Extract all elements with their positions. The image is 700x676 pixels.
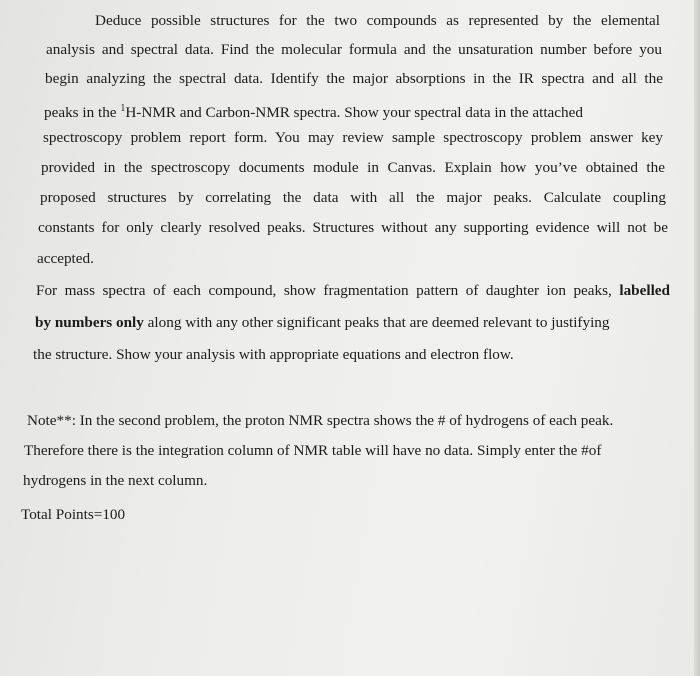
note-line-2: Therefore there is the integration column of NMR table will have no data. Simply enter the #of (24, 442, 602, 459)
p2-line-2 (35, 313, 671, 333)
p2-line-1-bold: labelled (619, 282, 670, 299)
p1-line-3: begin analyzing the spectral data. Identify the major absorptions in the IR spectra and all the (45, 70, 663, 87)
p1-line-5: spectroscopy problem report form. You may review sample spectroscopy problem answer key (43, 129, 663, 146)
p2-line-1 (36, 281, 670, 301)
p2-line-1-text: For mass spectra of each compound, show fragmentation pattern of daughter ion peaks, (36, 282, 620, 299)
p1-line-2: analysis and spectral data. Find the molecular formula and the unsaturation number before you (46, 41, 662, 58)
p1-line-8: constants for only clearly resolved peaks. Structures without any supporting evidence will not be (38, 219, 668, 236)
total-points: Total Points=100 (21, 506, 126, 523)
note-line-1: Note**: In the second problem, the proton NMR spectra shows the # of hydrogens of each peak. (27, 412, 614, 429)
p2-line-3: the structure. Show your analysis with appropriate equations and electron flow. (33, 346, 514, 363)
page-edge-shadow (694, 0, 700, 676)
p1-line-4 (44, 99, 664, 123)
p2-line-2-text: along with any other significant peaks that are deemed relevant to justifying (143, 314, 610, 331)
p1-line-9: accepted. (37, 250, 94, 267)
note-line-3: hydrogens in the next column. (23, 472, 208, 489)
nmr-superscript: 1 (120, 103, 126, 114)
p1-line-4-rest: H-NMR and Carbon-NMR spectra. Show your spectral data in the attached (125, 104, 583, 121)
p1-line-6: provided in the spectroscopy documents module in Canvas. Explain how you’ve obtained the (41, 159, 665, 176)
p1-line-7: proposed structures by correlating the data with all the major peaks. Calculate coupling (40, 189, 666, 206)
p1-line-1: Deduce possible structures for the two compounds as represented by the elemental (95, 12, 660, 29)
p2-line-2-bold: by numbers only (35, 314, 144, 331)
p1-line-4-start: peaks in the (44, 104, 121, 121)
